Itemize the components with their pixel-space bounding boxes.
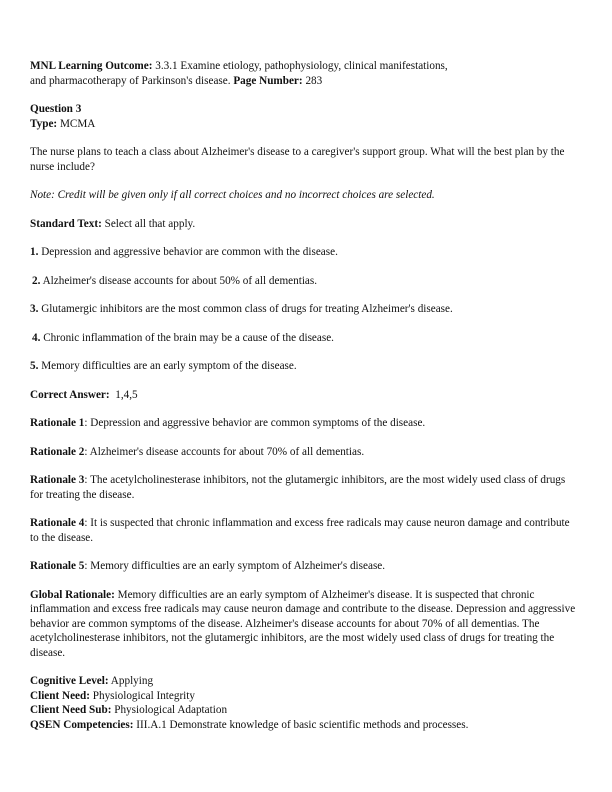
global-rationale-label: Global Rationale: <box>30 588 115 601</box>
outcome-line2: and pharmacotherapy of Parkinson's disease. <box>30 74 231 87</box>
option-number: 3. <box>30 303 39 315</box>
standard-text-label: Standard Text: <box>30 217 102 230</box>
option-text: Chronic inflammation of the brain may be a cause of the disease. <box>43 331 334 344</box>
rationale-text: : Depression and aggressive behavior are common symptoms of the disease. <box>84 417 426 429</box>
rationale-4 <box>30 516 580 545</box>
option-5 <box>30 359 580 374</box>
cognitive-level-value: Applying <box>110 675 154 687</box>
rationale-text: : Alzheimer's disease accounts for about 70% of all dementias. <box>84 445 365 458</box>
rationale-1 <box>30 416 580 431</box>
standard-text-value: Select all that apply. <box>104 217 196 230</box>
outcome-label: MNL Learning Outcome: <box>30 60 153 72</box>
option-text: Alzheimer's disease accounts for about 50% of all dementias. <box>42 274 318 287</box>
option-text: Memory difficulties are an early symptom of the disease. <box>41 360 297 372</box>
qsen-label: QSEN Competencies: <box>30 718 134 731</box>
rationale-label: Rationale 1 <box>30 417 85 429</box>
rationale-text: : It is suspected that chronic inflammation and excess free radicals may cause neuron damage and contribute to the disease. <box>30 517 570 544</box>
page-number-label: Page Number: <box>233 74 303 87</box>
question-meta <box>30 674 580 732</box>
question-title: Question 3 <box>30 103 82 115</box>
qsen-value: III.A.1 Demonstrate knowledge of basic scientific methods and processes. <box>136 718 469 731</box>
rationale-label: Rationale 4 <box>30 517 85 529</box>
question-stem: The nurse plans to teach a class about Alzheimer's disease to a caregiver's support group. What will the best plan by the nurse include? <box>30 146 565 173</box>
rationale-label: Rationale 2 <box>30 445 85 458</box>
option-3 <box>30 302 580 317</box>
credit-note: Note: Credit will be given only if all correct choices and no incorrect choices are selected. <box>30 189 435 201</box>
client-need-sub-label: Client Need Sub: <box>30 704 112 716</box>
rationale-2 <box>30 445 580 460</box>
correct-answer-label: Correct Answer: <box>30 388 110 401</box>
option-number: 4. <box>32 331 41 344</box>
document-page <box>30 59 580 732</box>
rationale-label: Rationale 3 <box>30 474 85 486</box>
global-rationale <box>30 588 580 661</box>
client-need-label: Client Need: <box>30 689 90 702</box>
option-1 <box>30 245 580 260</box>
rationale-text: : The acetylcholinesterase inhibitors, not the glutamergic inhibitors, are the most widely used class of drugs for treating the disease. <box>30 474 566 501</box>
option-text: Glutamergic inhibitors are the most common class of drugs for treating Alzheimer's disease. <box>41 303 453 315</box>
correct-answer-value: 1,4,5 <box>115 388 138 401</box>
rationale-label: Rationale 5 <box>30 560 85 572</box>
rationale-5 <box>30 559 580 574</box>
page-number-value: 283 <box>305 74 323 87</box>
option-number: 2. <box>32 274 41 287</box>
type-value: MCMA <box>59 117 96 130</box>
global-rationale-text: Memory difficulties are an early symptom of Alzheimer's disease. It is suspected that chronic inflammation and excess free radicals may cause neuron damage and contribute to the disease. Depression and aggressive behavior are common symptoms of the disease. Alzheimer's disease accounts for about 70% of all dementias. The acetylcholinesterase inhibitors, not the glutamergic inhibitors, are the most widely used class of drugs for treating the disease. <box>30 588 576 659</box>
option-number: 5. <box>30 360 39 372</box>
outcome-line1: 3.3.1 Examine etiology, pathophysiology, clinical manifestations, <box>155 60 448 72</box>
option-number: 1. <box>30 246 39 258</box>
client-need-value: Physiological Integrity <box>92 689 195 702</box>
question-header <box>30 102 580 131</box>
rationale-3 <box>30 473 580 502</box>
rationale-text: : Memory difficulties are an early symptom of Alzheimer's disease. <box>84 560 386 572</box>
type-label: Type: <box>30 117 58 130</box>
option-text: Depression and aggressive behavior are common with the disease. <box>41 246 338 258</box>
option-2 <box>30 274 580 289</box>
learning-outcome <box>30 59 580 88</box>
client-need-sub-value: Physiological Adaptation <box>114 704 228 716</box>
cognitive-level-label: Cognitive Level: <box>30 675 109 687</box>
option-4 <box>30 331 580 346</box>
